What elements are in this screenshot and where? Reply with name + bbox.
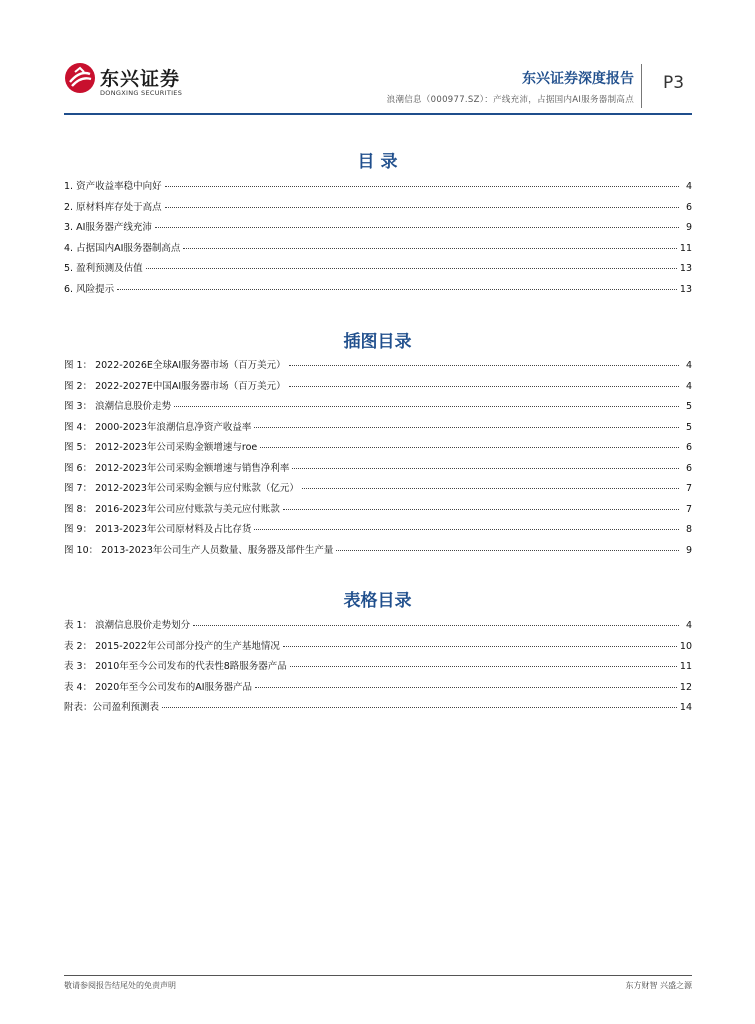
toc-entry-page: 7: [685, 503, 692, 515]
toc-entry[interactable]: [64, 617, 692, 638]
toc-entry-label: 图 9： 2013-2023年公司原材料及占比存货: [64, 524, 252, 535]
toc-entry-label: 表 1： 浪潮信息股价走势划分: [64, 620, 191, 631]
toc-entry-label: 图 8： 2016-2023年公司应付账款与美元应付账款: [64, 503, 280, 515]
toc-entry-page: 4: [685, 380, 692, 392]
toc-entry[interactable]: [64, 480, 692, 501]
header-rule: [64, 113, 692, 115]
toc-entry[interactable]: [64, 199, 692, 220]
toc-entry-page: 4: [685, 181, 692, 192]
toc-entry-label: 图 1： 2022-2026E全球AI服务器市场（百万美元）: [64, 360, 286, 371]
footer-disclaimer: 敬请参阅报告结尾处的免责声明: [64, 981, 176, 990]
toc-entry-label: 图 7： 2012-2023年公司采购金额与应付账款（亿元）: [64, 483, 299, 494]
toc-entry-page: 12: [679, 681, 692, 693]
figures-list: [64, 357, 692, 562]
toc-entry[interactable]: [64, 419, 692, 440]
toc-leader-dots: [146, 268, 677, 269]
contents-list: [64, 178, 692, 301]
toc-entry-page: 9: [685, 222, 692, 233]
toc-entry[interactable]: [64, 178, 692, 199]
toc-entry[interactable]: [64, 679, 692, 700]
report-title: 东兴证券深度报告: [522, 71, 634, 87]
toc-entry-label: 表 2： 2015-2022年公司部分投产的生产基地情况: [64, 640, 280, 652]
toc-entry-label: 图 3： 浪潮信息股价走势: [64, 401, 172, 412]
toc-entry[interactable]: [64, 398, 692, 419]
toc-entry[interactable]: [64, 521, 692, 542]
toc-entry-label: 图 4： 2000-2023年浪潮信息净资产收益率: [64, 421, 252, 433]
toc-leader-dots: [292, 468, 679, 469]
toc-entry[interactable]: [64, 460, 692, 481]
toc-leader-dots: [289, 386, 679, 387]
toc-entry-page: 13: [679, 263, 692, 274]
tables-list: [64, 617, 692, 720]
toc-leader-dots: [162, 707, 677, 708]
footer-rule: [64, 975, 692, 976]
toc-leader-dots: [254, 427, 679, 428]
tables-title: 表格目录: [343, 591, 412, 611]
logo-emblem-icon: [64, 62, 96, 94]
toc-entry-label: 表 4： 2020年至今公司发布的AI服务器产品: [64, 681, 253, 693]
toc-entry-page: 14: [679, 702, 692, 713]
toc-entry-page: 10: [679, 640, 692, 652]
toc-leader-dots: [283, 509, 679, 510]
toc-entry[interactable]: [64, 357, 692, 378]
toc-entry-page: 9: [685, 544, 692, 556]
toc-entry-page: 13: [679, 283, 692, 295]
header-divider: [641, 64, 642, 108]
toc-leader-dots: [174, 406, 679, 407]
toc-entry-page: 6: [685, 442, 692, 453]
toc-leader-dots: [165, 207, 679, 208]
toc-entry-label: 附表：公司盈利预测表: [64, 702, 160, 713]
toc-entry-label: 3. AI服务器产线充沛: [64, 222, 152, 233]
toc-entry-label: 表 3： 2010年至今公司发布的代表性8路服务器产品: [64, 661, 287, 672]
toc-entry[interactable]: [64, 281, 692, 302]
toc-leader-dots: [283, 646, 677, 647]
toc-entry-label: 图 6： 2012-2023年公司采购金额增速与销售净利率: [64, 462, 290, 474]
footer-slogan: 东方财智 兴盛之源: [625, 981, 692, 990]
report-subtitle: 浪潮信息（000977.SZ）：产线充沛，占据国内AI服务器制高点: [386, 95, 634, 105]
toc-entry-page: 11: [679, 242, 692, 254]
toc-entry-label: 图 10： 2013-2023年公司生产人员数量、服务器及部件生产量: [64, 544, 334, 556]
toc-entry-label: 2. 原材料库存处于高点: [64, 201, 162, 213]
toc-entry-label: 1. 资产收益率稳中向好: [64, 181, 162, 192]
toc-entry[interactable]: [64, 501, 692, 522]
toc-entry-page: 6: [685, 462, 692, 474]
toc-leader-dots: [183, 248, 677, 249]
toc-entry[interactable]: [64, 542, 692, 563]
toc-leader-dots: [193, 625, 679, 626]
toc-entry[interactable]: [64, 699, 692, 720]
toc-leader-dots: [336, 550, 679, 551]
toc-entry-page: 8: [685, 524, 692, 535]
toc-leader-dots: [117, 289, 677, 290]
toc-entry-label: 图 2： 2022-2027E中国AI服务器市场（百万美元）: [64, 380, 286, 392]
toc-leader-dots: [260, 447, 679, 448]
toc-leader-dots: [155, 227, 679, 228]
logo-text-en: DONGXING SECURITIES: [100, 89, 183, 97]
toc-entry-page: 5: [685, 421, 692, 433]
toc-entry-label: 6. 风险提示: [64, 283, 115, 295]
logo-text-cn: 东兴证券: [100, 68, 181, 90]
toc-leader-dots: [290, 666, 677, 667]
toc-entry[interactable]: [64, 378, 692, 399]
toc-entry[interactable]: [64, 658, 692, 679]
toc-leader-dots: [289, 365, 679, 366]
toc-leader-dots: [254, 529, 679, 530]
figures-title: 插图目录: [343, 332, 412, 352]
toc-entry[interactable]: [64, 260, 692, 281]
toc-entry-page: 4: [685, 620, 692, 631]
toc-entry[interactable]: [64, 638, 692, 659]
toc-leader-dots: [302, 488, 679, 489]
toc-entry-label: 5. 盈利预测及估值: [64, 263, 143, 274]
toc-entry[interactable]: [64, 240, 692, 261]
toc-leader-dots: [255, 687, 677, 688]
toc-entry-label: 4. 占据国内AI服务器制高点: [64, 242, 181, 254]
contents-title: 目 录: [357, 152, 398, 172]
toc-entry[interactable]: [64, 439, 692, 460]
company-logo: [64, 62, 194, 102]
toc-leader-dots: [165, 186, 679, 187]
toc-entry-page: 5: [685, 401, 692, 412]
toc-entry-page: 6: [685, 201, 692, 213]
toc-entry-page: 7: [685, 483, 692, 494]
toc-entry-page: 4: [685, 360, 692, 371]
toc-entry-page: 11: [679, 661, 692, 672]
toc-entry-label: 图 5： 2012-2023年公司采购金额增速与roe: [64, 442, 258, 453]
toc-entry[interactable]: [64, 219, 692, 240]
page-number: P3: [663, 73, 685, 93]
